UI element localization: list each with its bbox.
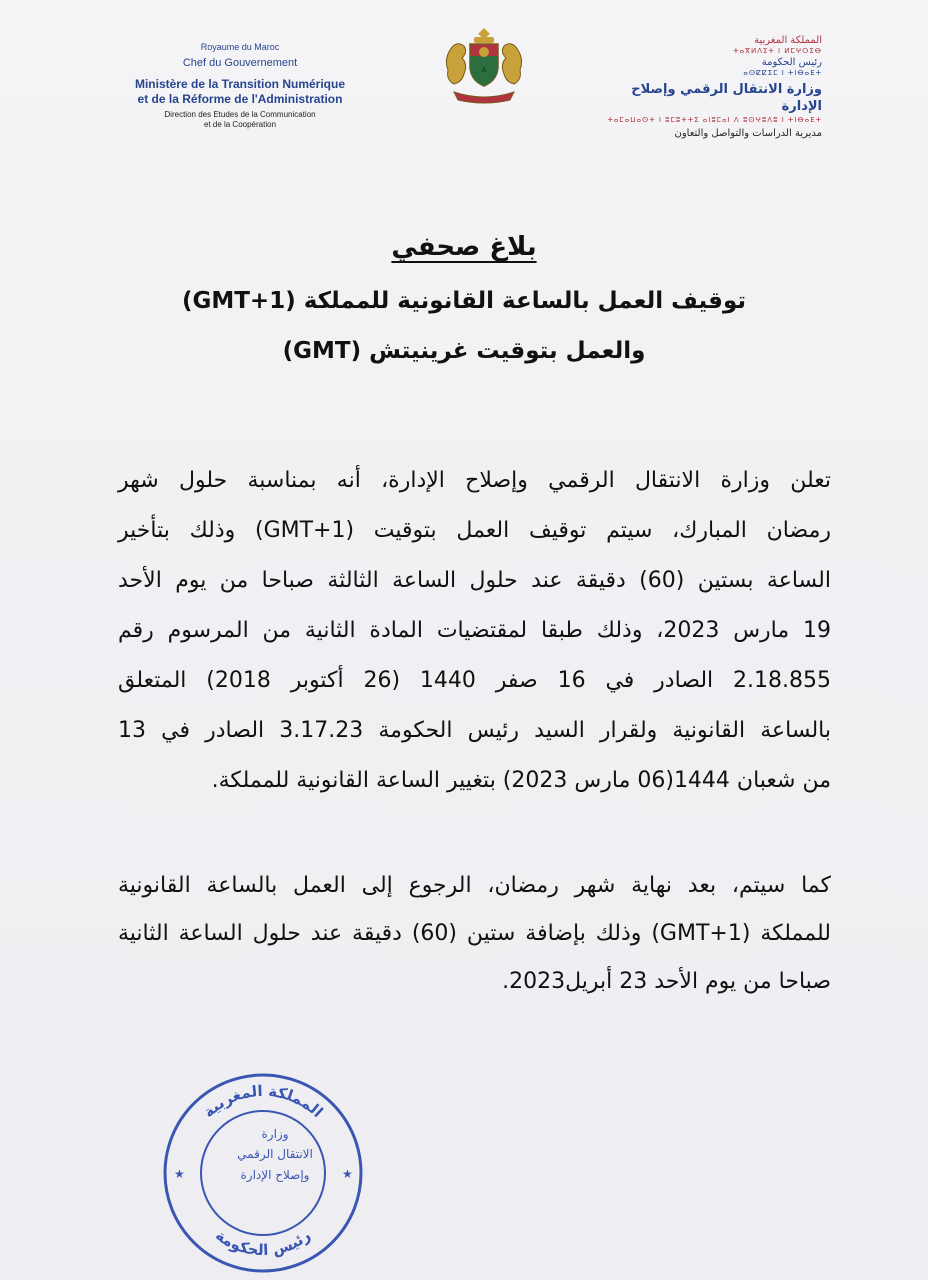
letterhead-ministry-ar: وزارة الانتقال الرقمي وإصلاح الإدارة [631, 82, 822, 115]
letterhead-direction-ar: مديرية الدراسات والتواصل والتعاون [674, 128, 822, 140]
letterhead-kingdom-fr: Royaume du Maroc [200, 42, 280, 52]
document-title: بلاغ صحفي [391, 232, 537, 262]
paragraph-line: الساعة بستين (60) دقيقة عند حلول الساعة الثالثة صباحا من يوم الأحد [118, 568, 831, 593]
stamp-ring-bottom: رئيس الحكومة [212, 1226, 314, 1260]
letterhead-direction-fr-1: Direction des Etudes de la Communication [164, 110, 316, 119]
stamp-center-line: وزارة [261, 1127, 289, 1141]
document-subtitle-2: والعمل بتوقيت غرينيتش (GMT) [282, 338, 646, 364]
stamp-ring-top: المملكة المغربية [199, 1081, 327, 1122]
letterhead-head-of-government-ar: رئيس الحكومة [761, 57, 822, 69]
stamp-center-line: الانتقال الرقمي [237, 1147, 313, 1162]
paragraph-line: من شعبان 1444(06 مارس 2023) بتغيير الساعة القانونية للمملكة. [211, 768, 831, 793]
stamp-center-line: وإصلاح الإدارة [240, 1167, 310, 1182]
paragraph-line: للمملكة (GMT+1) وذلك بإضافة ستين (60) دقيقة عند حلول الساعة الثانية [118, 921, 831, 946]
paragraph-2 [118, 862, 831, 1006]
paragraph-line: كما سيتم، بعد نهاية شهر رمضان، الرجوع إلى العمل بالساعة القانونية [118, 873, 831, 898]
paragraph-line: 2.18.855 الصادر في 16 صفر 1440 (26 أكتوبر 2018) المتعلق [118, 668, 832, 693]
letterhead-arabic [592, 34, 822, 140]
letterhead-kingdom-tifinagh: ⵜⴰⴳⵍⴷⵉⵜ ⵏ ⵍⵎⵖⵔⵉⴱ [733, 47, 822, 55]
letterhead-head-of-government-tifinagh: ⴰⵙⵇⵇⵉⵎ ⵏ ⵜⵏⴱⴰⴹⵜ [743, 69, 822, 78]
paragraph-line: 19 مارس 2023، وذلك طبقا لمقتضيات المادة الثانية من المرسوم رقم [118, 618, 831, 643]
document-subtitle-1: توقيف العمل بالساعة القانونية للمملكة (GMT+1) [181, 288, 747, 314]
paragraph-1 [118, 456, 831, 806]
stamp-star-left: ★ [174, 1167, 185, 1181]
stamp-center-text [230, 1124, 320, 1185]
letterhead-ministry-tifinagh: ⵜⴰⵎⴰⵡⴰⵙⵜ ⵏ ⵓⵎⵓⵜⵜⵉ ⴰⵏⵓⵎⴰⵏ ⴷ ⵓⵙⵖⵓⴷⵓ ⵏ ⵜⵏⴱⴰⴹⵜ [607, 115, 822, 124]
letterhead-direction-fr-2: et de la Coopération [203, 120, 277, 129]
coat-of-arms-icon [440, 26, 528, 106]
letterhead-ministry-fr-1: Ministère de la Transition Numérique [134, 77, 346, 91]
letterhead-ministry-fr-2: et de la Réforme de l'Administration [137, 92, 343, 106]
paragraph-line: صباحا من يوم الأحد 23 أبريل2023. [502, 969, 831, 994]
letterhead-head-of-government-fr: Chef du Gouvernement [182, 57, 298, 70]
letterhead-french [100, 42, 380, 130]
paragraph-line: رمضان المبارك، سيتم توقيف العمل بتوقيت (GMT+1) وذلك بتأخير [118, 518, 831, 543]
paragraph-line: تعلن وزارة الانتقال الرقمي وإصلاح الإدارة، أنه بمناسبة حلول شهر [118, 468, 831, 493]
stamp-star-right: ★ [342, 1167, 353, 1181]
paragraph-line: بالساعة القانونية ولقرار السيد رئيس الحكومة 3.17.23 الصادر في 13 [118, 718, 831, 743]
letterhead-kingdom-ar: المملكة المغربية [754, 35, 822, 46]
